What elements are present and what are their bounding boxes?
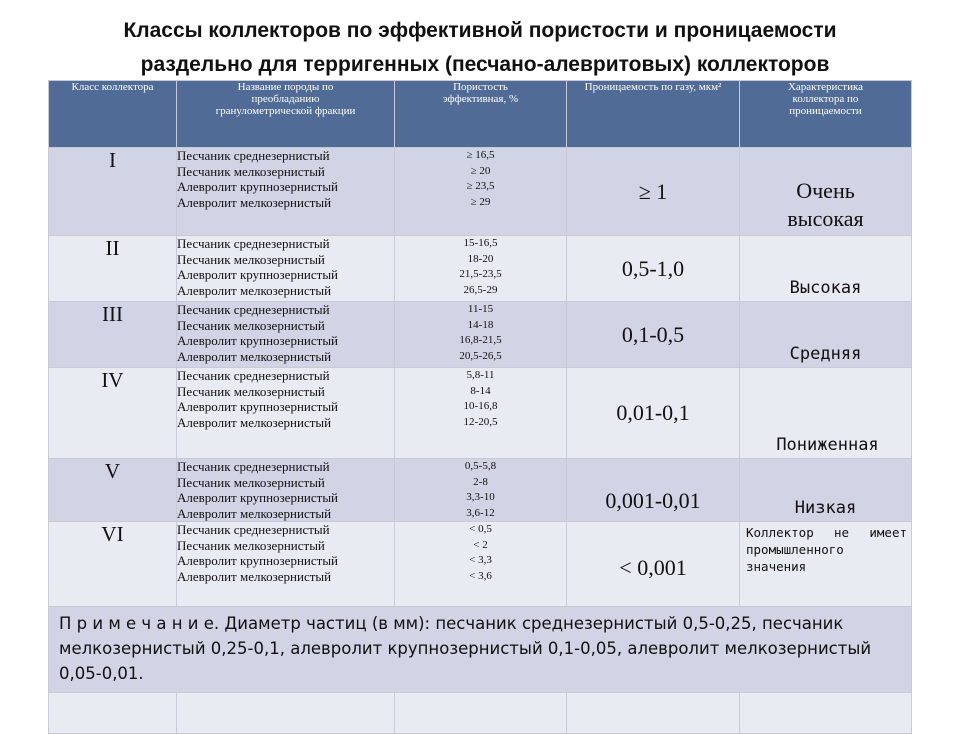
porosity-value: 0,5-5,8 — [464, 460, 497, 472]
porosity-cell — [395, 302, 567, 368]
porosity-value: 5,8-11 — [466, 369, 495, 381]
class-cell: VI — [49, 522, 177, 607]
class-cell: III — [49, 302, 177, 368]
blank-cell — [395, 693, 567, 734]
rock-name: Песчаник мелкозернистый — [177, 474, 325, 490]
table-row — [49, 368, 912, 459]
porosity-value: 3,6-12 — [466, 506, 495, 519]
permeability-cell: 0,5-1,0 — [567, 236, 740, 302]
porosity-value: 8-14 — [470, 384, 491, 397]
porosity-value: < 0,5 — [469, 523, 492, 535]
porosity-cell — [395, 148, 567, 236]
rock-name: Алевролит мелкозернистый — [177, 505, 332, 521]
header-characteristic: Характеристика коллектора по проницаемости — [740, 81, 912, 148]
rock-name: Алевролит крупнозернистый — [177, 553, 339, 568]
rock-name: Алевролит крупнозернистый — [177, 333, 339, 348]
collector-classes-table — [48, 80, 912, 734]
characteristic-cell: Высокая — [740, 236, 912, 302]
rock-name: Алевролит мелкозернистый — [177, 414, 332, 430]
rock-name: Алевролит мелкозернистый — [177, 348, 332, 364]
porosity-value: 10-16,8 — [463, 400, 498, 412]
porosity-cell — [395, 236, 567, 302]
porosity-value: ≥ 16,5 — [466, 149, 495, 161]
class-cell: IV — [49, 368, 177, 459]
porosity-value: < 3,3 — [469, 554, 492, 566]
characteristic-cell: Низкая — [740, 459, 912, 522]
rock-name: Алевролит крупнозернистый — [177, 399, 339, 414]
permeability-cell: 0,001-0,01 — [567, 459, 740, 522]
permeability-cell: 0,01-0,1 — [567, 368, 740, 459]
porosity-value: 14-18 — [467, 318, 494, 331]
rock-names-cell — [177, 302, 395, 368]
blank-cell — [740, 693, 912, 734]
porosity-value: 18-20 — [467, 252, 494, 265]
rock-names-cell — [177, 459, 395, 522]
porosity-value: 20,5-26,5 — [459, 349, 502, 362]
table-note-row — [49, 607, 912, 693]
blank-cell — [567, 693, 740, 734]
characteristic-cell: Средняя — [740, 302, 912, 368]
class-cell: I — [49, 148, 177, 236]
porosity-cell — [395, 522, 567, 607]
rock-name: Песчаник среднезернистый — [177, 368, 330, 383]
porosity-cell — [395, 368, 567, 459]
rock-name: Алевролит крупнозернистый — [177, 267, 339, 282]
header-class: Класс коллектора — [49, 81, 177, 148]
rock-name: Песчаник среднезернистый — [177, 148, 330, 163]
rock-names-cell — [177, 236, 395, 302]
rock-name: Алевролит мелкозернистый — [177, 568, 332, 584]
porosity-value: ≥ 29 — [470, 195, 491, 208]
header-porosity: Пористость эффективная, % — [395, 81, 567, 148]
rock-name: Алевролит мелкозернистый — [177, 282, 332, 298]
characteristic-cell: Пониженная — [740, 368, 912, 459]
permeability-cell: 0,1-0,5 — [567, 302, 740, 368]
table-row — [49, 236, 912, 302]
permeability-cell: ≥ 1 — [567, 148, 740, 236]
rock-name: Песчаник мелкозернистый — [177, 383, 325, 399]
rock-names-cell — [177, 148, 395, 236]
slide-title-line-1: Классы коллекторов по эффективной пористости и проницаемости — [123, 19, 837, 42]
porosity-value: 11-15 — [467, 303, 494, 315]
porosity-value: ≥ 20 — [470, 164, 491, 177]
class-cell: II — [49, 236, 177, 302]
table-header-row — [49, 81, 912, 148]
porosity-value: 3,3-10 — [466, 491, 495, 503]
rock-name: Алевролит крупнозернистый — [177, 490, 339, 505]
table-row — [49, 148, 912, 236]
blank-row — [49, 693, 912, 734]
characteristic-cell: Очень высокая — [740, 148, 912, 236]
porosity-value: ≥ 23,5 — [466, 180, 495, 192]
table-note: П р и м е ч а н и е. Диаметр частиц (в мм): песчаник среднезернистый 0,5-0,25, песчаник мелкозернистый 0,25-0,1, алевролит крупнозернистый 0,1-0,05, алевролит мелкозернистый 0,05-0,01. — [49, 607, 912, 693]
porosity-value: 21,5-23,5 — [459, 268, 502, 280]
class-cell: V — [49, 459, 177, 522]
rock-name: Песчаник среднезернистый — [177, 522, 330, 537]
blank-cell — [49, 693, 177, 734]
rock-name: Песчаник среднезернистый — [177, 459, 330, 474]
table-row — [49, 459, 912, 522]
slide-title-line-2: раздельно для терригенных (песчано-алевритовых) коллекторов — [140, 53, 830, 76]
rock-name: Алевролит мелкозернистый — [177, 194, 332, 210]
porosity-value: < 2 — [473, 538, 488, 551]
rock-name: Песчаник мелкозернистый — [177, 317, 325, 333]
rock-name: Песчаник мелкозернистый — [177, 163, 325, 179]
rock-name: Алевролит крупнозернистый — [177, 179, 339, 194]
porosity-value: 12-20,5 — [463, 415, 498, 428]
table-row — [49, 522, 912, 607]
slide-title — [0, 14, 960, 82]
rock-name: Песчаник среднезернистый — [177, 236, 330, 251]
porosity-cell — [395, 459, 567, 522]
header-rock-name: Название породы по преобладанию гранулометрической фракции — [177, 81, 395, 148]
header-permeability: Проницаемость по газу, мкм² — [567, 81, 740, 148]
porosity-value: < 3,6 — [469, 569, 492, 582]
rock-names-cell — [177, 522, 395, 607]
porosity-value: 15-16,5 — [463, 237, 498, 249]
blank-cell — [177, 693, 395, 734]
characteristic-cell: Коллектор не имеет промышленного значения — [740, 522, 912, 607]
rock-names-cell — [177, 368, 395, 459]
permeability-cell: < 0,001 — [567, 522, 740, 607]
rock-name: Песчаник среднезернистый — [177, 302, 330, 317]
porosity-value: 16,8-21,5 — [459, 334, 502, 346]
rock-name: Песчаник мелкозернистый — [177, 251, 325, 267]
table-row — [49, 302, 912, 368]
porosity-value: 26,5-29 — [463, 283, 498, 296]
porosity-value: 2-8 — [473, 475, 488, 488]
rock-name: Песчаник мелкозернистый — [177, 537, 325, 553]
